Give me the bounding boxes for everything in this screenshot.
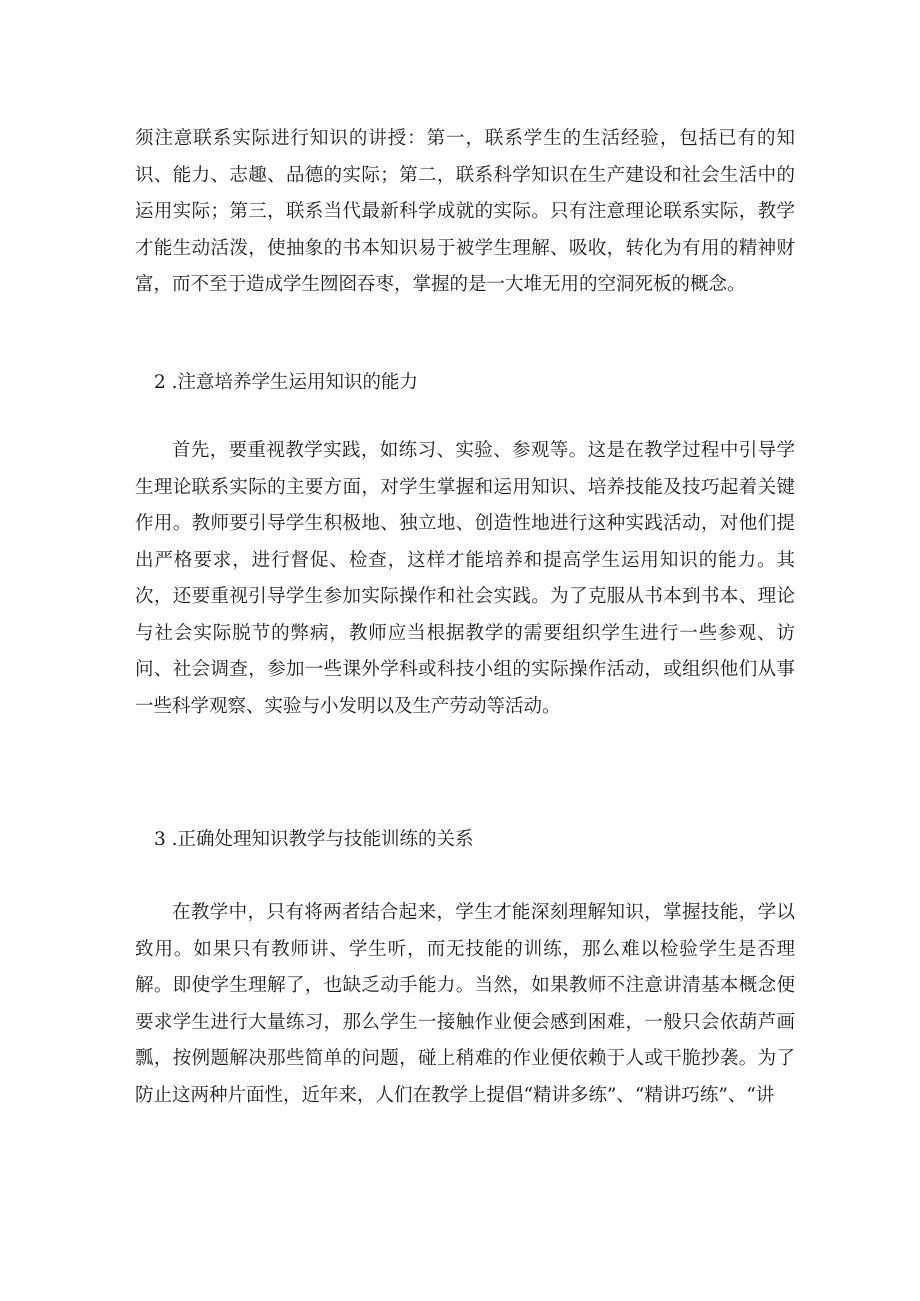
section-heading-2: 2 .注意培养学生运用知识的能力 [154,372,419,393]
paragraph-applying-knowledge: 首先，要重视教学实践，如练习、实验、参观等。这是在教学过程中引导学生理论联系实际的主要方面，对学生掌握和运用知识、培养技能及技巧起着关键作用。教师要引导学生积极地、独立地、创造性地进行这种实践活动，对他们提出严格要求，进行督促、检查，这样才能培养和提高学生运用知识的能力。其次，还要重视引导学生参加实际操作和社会实践。为了克服从书本到书本、理论与社会实际脱节的弊病，教师应当根据教学的需要组织学生进行一些参观、访问、社会调查，参加一些课外学科或科技小组的实际操作活动，或组织他们从事一些科学观察、实验与小发明以及生产劳动等活动。 [135,440,795,717]
section-heading-3: 3 .正确处理知识教学与技能训练的关系 [154,829,474,850]
paragraph-theory-practice: 须注意联系实际进行知识的讲授：第一，联系学生的生活经验，包括已有的知识、能力、志趣、品德的实际；第二，联系科学知识在生产建设和社会生活中的运用实际；第三，联系当代最新科学成就的实际。只有注意理论联系实际，教学才能生动活泼，使抽象的书本知识易于被学生理解、吸收，转化为有用的精神财富，而不至于造成学生囫囵吞枣，掌握的是一大堆无用的空洞死板的概念。 [135,128,795,295]
paragraph-knowledge-and-skills: 在教学中，只有将两者结合起来，学生才能深刻理解知识，掌握技能，学以致用。如果只有教师讲、学生听，而无技能的训练，那么难以检验学生是否理解。即使学生理解了，也缺乏动手能力。当然，如果教师不注意讲清基本概念便要求学生进行大量练习，那么学生一接触作业便会感到困难，一般只会依葫芦画瓢，按例题解决那些简单的问题，碰上稍难的作业便依赖于人或干脆抄袭。为了防止这两种片面性，近年来，人们在教学上提倡“精讲多练”、“精讲巧练”、“讲 [135,902,795,1106]
